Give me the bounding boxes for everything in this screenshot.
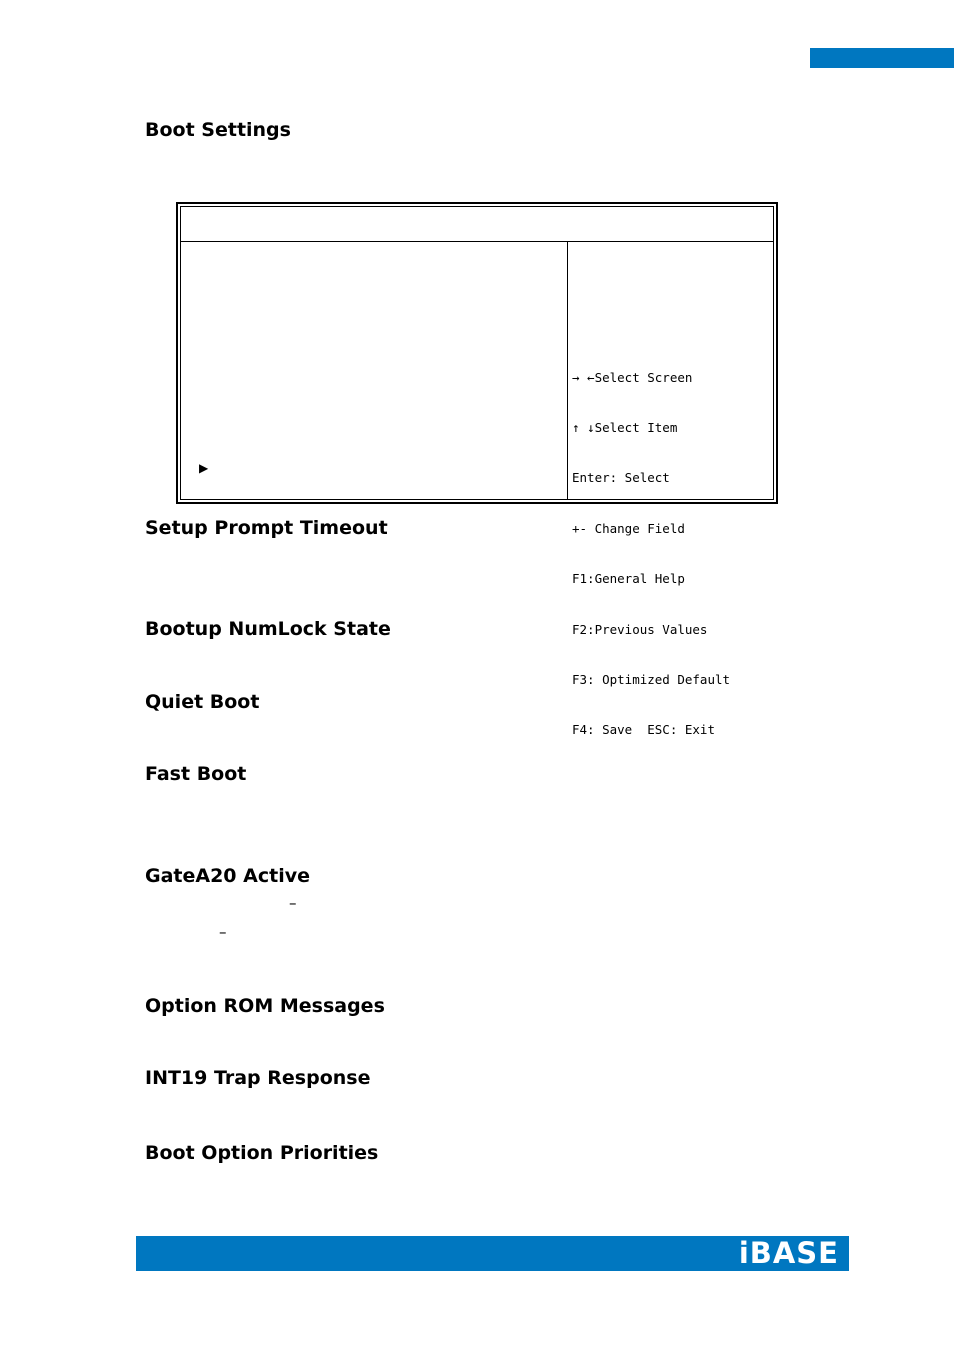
footer-bar <box>136 1236 849 1271</box>
help-line-enter-select: Enter: Select <box>572 470 670 486</box>
heading-quiet-boot: Quiet Boot <box>145 691 260 713</box>
heading-fast-boot: Fast Boot <box>145 763 247 785</box>
help-line-change-field: +- Change Field <box>572 520 685 536</box>
bios-column-divider <box>567 241 568 499</box>
gatea20-dash-2: – <box>219 923 227 941</box>
bios-help-panel <box>572 336 730 773</box>
ibase-logo: iBASE <box>738 1236 839 1270</box>
help-line-general-help: F1:General Help <box>572 571 685 587</box>
heading-setup-prompt-timeout: Setup Prompt Timeout <box>145 517 388 539</box>
heading-option-rom-messages: Option ROM Messages <box>145 995 385 1017</box>
heading-boot-settings: Boot Settings <box>145 119 291 141</box>
help-line-select-item: ↑ ↓Select Item <box>572 419 678 435</box>
heading-bootup-numlock-state: Bootup NumLock State <box>145 618 391 640</box>
help-line-select-screen: → ←Select Screen <box>572 369 693 385</box>
heading-int19-trap-response: INT19 Trap Response <box>145 1067 371 1089</box>
heading-gatea20-active: GateA20 Active <box>145 865 310 887</box>
help-line-optimized-default: F3: Optimized Default <box>572 671 731 687</box>
help-line-save-exit: F4: Save ESC: Exit <box>572 722 715 738</box>
help-line-previous-values: F2:Previous Values <box>572 621 708 637</box>
heading-boot-option-priorities: Boot Option Priorities <box>145 1142 379 1164</box>
submenu-arrow-icon[interactable]: ▶ <box>199 461 209 475</box>
bios-header-separator <box>181 241 773 242</box>
header-accent-tab <box>810 48 954 68</box>
gatea20-dash-1: – <box>289 894 297 912</box>
